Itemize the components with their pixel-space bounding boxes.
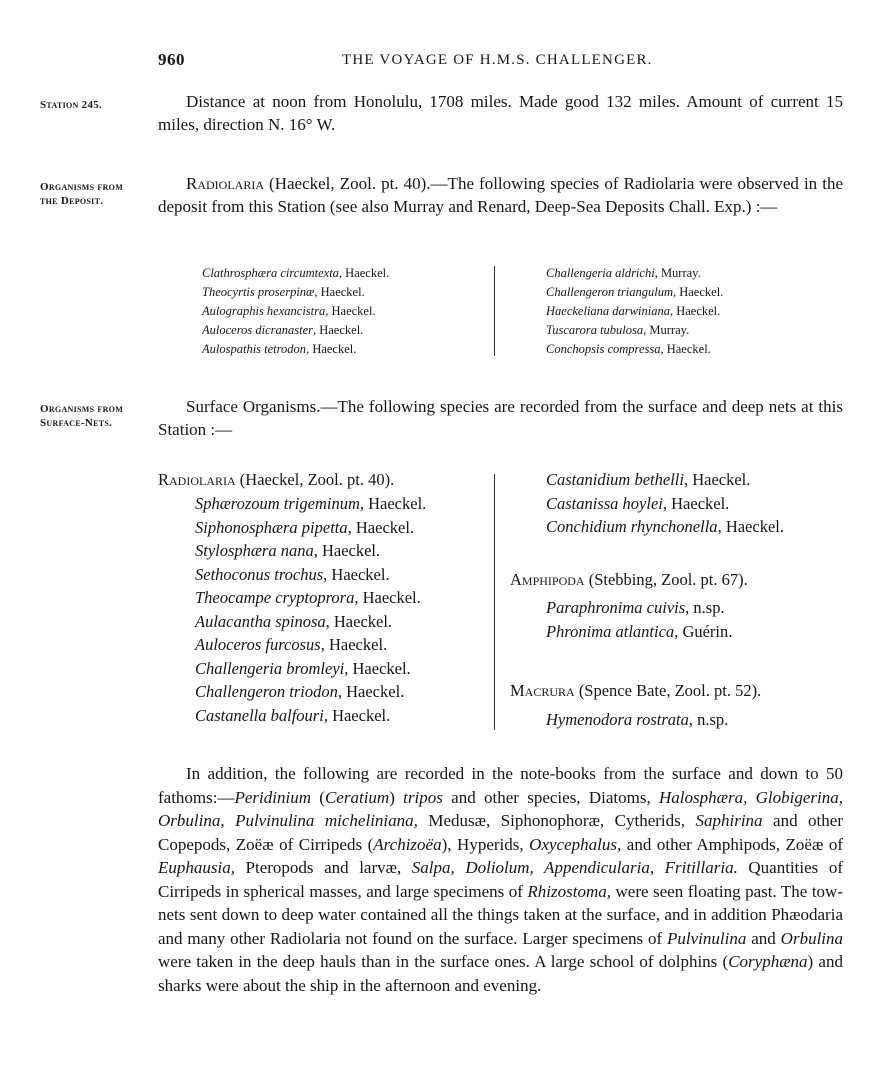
list-item: Siphonosphæra pipetta, Haeckel. [195,517,415,537]
list-item: Aulacantha spinosa, Haeckel. [195,611,393,631]
list-item: Conchidium rhynchonella, Haeckel. [546,517,784,536]
list-item: Challengeron triangulum, Haeckel. [546,285,724,299]
radiolaria-list-continued [546,468,784,539]
surface-intro [158,395,843,441]
list-item: Conchopsis compressa, Haeckel. [546,342,711,356]
deposit-intro-rest: (Haeckel, Zool. pt. 40).—The following species of Radiolaria were observed in the deposit from this Station (see also Murray and Renard, Deep-Sea Deposits Chall. Exp.) :— [158,174,843,216]
macrura-list [546,708,728,732]
list-item: Tuscarora tubulosa, Murray. [546,323,690,337]
deposit-side-label-line1: Organisms from [40,181,124,193]
list-item: Hymenodora rostrata, n.sp. [546,710,729,729]
macrura-heading: Macrura (Spence Bate, Zool. pt. 52). [510,681,762,700]
surface-intro-rest: —The following species are recorded from the surface and deep nets at this Station :— [158,397,843,439]
surface-column-divider [494,474,495,730]
amphipoda-list [546,596,732,643]
surface-heading: Surface Organisms. [186,397,321,416]
list-item: Theocampe cryptoprora, Haeckel. [195,588,421,607]
station-label: Station 245. [40,99,103,111]
page-number: 960 [158,50,185,69]
addition-paragraph: In addition, the following are recorded in the note-books from the surface and down to 50 fathoms:—Peridinium (Ceratium) tripos and other species, Diatoms, Halosphæra, Globigerina, Orbulina, Pulvinulina micheliniana, Medusæ, Siphonophoræ, Cytherids, Saphirina and other Copepods, Zoëæ of Cirripeds (Archizoëa), Hyperids, Oxycephalus, and other Amphipods, Zoëæ of Euphausia, Pteropods and larvæ, Salpa, Doliolum, Appendicularia, Fritillaria. Quantities of Cirripeds in spherical masses, and large specimens of Rhizostoma, were seen floating past. The tow-nets sent down to deep water contained all the things taken at the surface, and in addition Phæodaria and many other Radiolaria not found on the surface. Larger specimens of Pulvinulina and Orbulina were taken in the deep hauls than in the surface ones. A large school of dolphins (Coryphæna) and sharks were about the ship in the afternoon and evening. [158,764,844,995]
list-item: Sphærozoum trigeminum, Haeckel. [195,494,427,513]
list-item: Sethoconus trochus, Haeckel. [195,564,390,584]
surface-side-label [40,402,123,430]
deposit-column-divider [494,266,495,356]
surface-side-label-line2: Surface-Nets. [40,417,113,429]
list-item: Aulospathis tetrodon, Haeckel. [202,342,357,356]
radiolaria-list [195,492,426,727]
list-item: Paraphronima cuivis, n.sp. [546,598,725,617]
deposit-side-label-line2: the Deposit. [40,195,104,207]
list-item: Challengeron triodon, Haeckel. [195,682,405,701]
list-item: Clathrosphæra circumtexta, Haeckel. [202,266,390,280]
list-item: Haeckeliana darwiniana, Haeckel. [546,304,721,318]
list-item: Castanella balfouri, Haeckel. [195,705,391,725]
deposit-group: Radiolaria [186,174,264,193]
list-item: Phronima atlantica, Guérin. [546,621,733,641]
amphipoda-heading: Amphipoda (Stebbing, Zool. pt. 67). [510,570,748,589]
list-item: Castanissa hoylei, Haeckel. [546,493,730,513]
deposit-list-left [202,264,389,359]
deposit-intro [158,172,843,218]
list-item: Stylosphæra nana, Haeckel. [195,541,381,560]
list-item: Auloceros dicranaster, Haeckel. [202,323,364,337]
list-item: Challengeria aldrichi, Murray. [546,266,701,280]
deposit-side-label [40,180,123,208]
radiolaria-heading: Radiolaria (Haeckel, Zool. pt. 40). [158,470,395,489]
deposit-list-right [546,264,723,359]
list-item: Theocyrtis proserpinæ, Haeckel. [202,285,365,299]
surface-side-label-line1: Organisms from [40,403,124,415]
running-title: THE VOYAGE OF H.M.S. CHALLENGER. [342,52,653,68]
list-item: Challengeria bromleyi, Haeckel. [195,658,411,678]
list-item: Castanidium bethelli, Haeckel. [546,470,751,489]
list-item: Aulographis hexancistra, Haeckel. [202,304,376,318]
station-text: Distance at noon from Honolulu, 1708 miles. Made good 132 miles. Amount of current 15 miles, direction N. 16° W. [158,92,843,134]
list-item: Auloceros furcosus, Haeckel. [195,635,388,654]
